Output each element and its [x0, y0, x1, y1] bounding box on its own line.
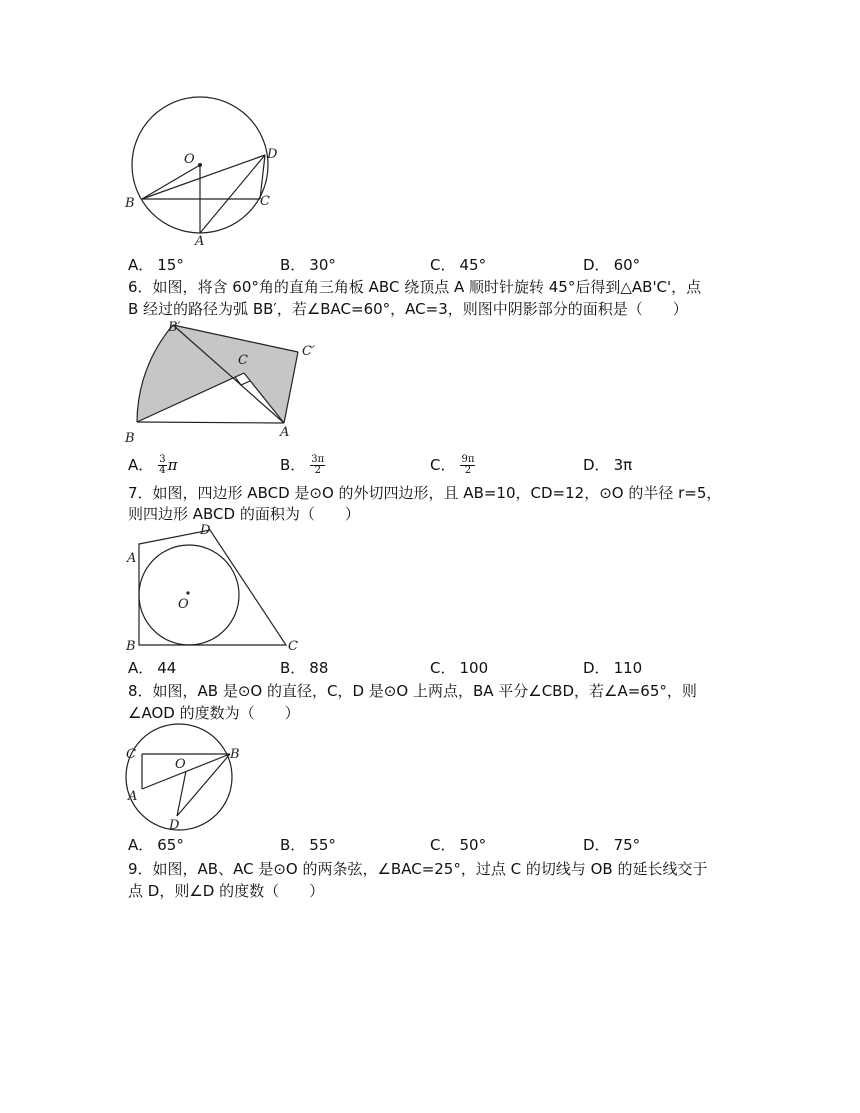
q8-option-c[interactable]: C． 50° — [430, 836, 487, 854]
q7-option-b[interactable]: B． 88 — [280, 659, 329, 677]
q7-label-b: B — [126, 639, 136, 654]
q8-option-d[interactable]: D． 75° — [583, 836, 641, 854]
q7-label-d: D — [200, 523, 211, 538]
q5-option-c[interactable]: C． 45° — [430, 256, 487, 274]
q8-option-b[interactable]: B． 55° — [280, 836, 336, 854]
q7-center-dot — [186, 591, 189, 594]
q8-label-b: B — [230, 747, 240, 762]
q7-option-a[interactable]: A． 44 — [128, 659, 177, 677]
q9-text-line1: 9．如图，AB、AC 是⊙O 的两条弦，∠BAC=25°，过点 C 的切线与 OB 的延长线交于 — [128, 860, 708, 878]
q8-label-c: C — [126, 747, 136, 762]
q8-figure — [120, 718, 250, 833]
q6-label-b: B — [125, 431, 135, 446]
q6-text-line2: B 经过的路径为弧 BB′，若∠BAC=60°，AC=3，则图中阴影部分的面积是（ ） — [128, 300, 688, 318]
q6-figure — [120, 315, 340, 450]
q6-text-line1: 6．如图，将含 60°角的直角三角板 ABC 绕顶点 A 顺时针旋转 45°后得到△AB'C'，点 — [128, 278, 702, 296]
q5-label-o: O — [184, 152, 195, 167]
q7-option-d[interactable]: D． 110 — [583, 659, 643, 677]
q8-text-line1: 8．如图，AB 是⊙O 的直径，C，D 是⊙O 上两点，BA 平分∠CBD，若∠A=65°，则 — [128, 682, 697, 700]
q8-label-a: A — [128, 789, 138, 804]
q6-option-b[interactable]: B． $\frac{3\pi}{2}$ — [280, 454, 325, 476]
q5-label-b: B — [125, 196, 135, 211]
q9-text-line2: 点 D，则∠D 的度数（ ） — [128, 882, 325, 900]
q8-text-line2: ∠AOD 的度数为（ ） — [128, 704, 300, 722]
q5-label-a: A — [195, 234, 205, 249]
q6-option-a-fraction: $\frac{3}{4}$ — [159, 454, 166, 476]
q5-option-a[interactable]: A． 15° — [128, 256, 184, 274]
q6-option-c-fraction: $\frac{9\pi}{2}$ — [461, 454, 475, 476]
q6-option-a[interactable]: A． $\frac{3}{4}$ π — [128, 454, 178, 476]
q6-label-b-prime: B′ — [168, 320, 181, 335]
q7-text-line2: 则四边形 ABCD 的面积为（ ） — [128, 505, 360, 523]
q6-label-a: A — [280, 425, 290, 440]
q6-option-d[interactable]: D． 3π — [583, 456, 633, 474]
q7-option-c[interactable]: C． 100 — [430, 659, 489, 677]
q5-options — [128, 254, 748, 276]
q8-label-o: O — [175, 757, 186, 772]
q7-figure — [120, 520, 310, 655]
q7-incircle — [139, 545, 239, 645]
q8-options — [128, 834, 748, 856]
q6-option-c[interactable]: C． $\frac{9\pi}{2}$ — [430, 454, 475, 476]
q5-option-d[interactable]: D． 60° — [583, 256, 641, 274]
q7-label-o: O — [178, 597, 189, 612]
q6-option-b-fraction: $\frac{3\pi}{2}$ — [311, 454, 325, 476]
q5-label-d: D — [267, 147, 278, 162]
q7-label-c: C — [288, 639, 298, 654]
q5-center-dot — [198, 163, 202, 167]
q5-option-b[interactable]: B． 30° — [280, 256, 336, 274]
q6-label-c: C — [238, 353, 248, 368]
q8-line-od — [177, 771, 186, 816]
q6-label-c-prime: C′ — [302, 344, 315, 359]
q7-label-a: A — [127, 551, 137, 566]
q8-option-a[interactable]: A． 65° — [128, 836, 184, 854]
q5-figure — [120, 95, 295, 255]
q7-options — [128, 657, 748, 679]
q7-text-line1: 7．如图，四边形 ABCD 是⊙O 的外切四边形，且 AB=10，CD=12，⊙O 的半径 r=5， — [128, 484, 722, 502]
q6-options — [128, 452, 748, 478]
q8-label-d: D — [169, 818, 180, 833]
q7-quadrilateral-abcd — [139, 530, 286, 645]
q5-label-c: C — [260, 194, 270, 209]
